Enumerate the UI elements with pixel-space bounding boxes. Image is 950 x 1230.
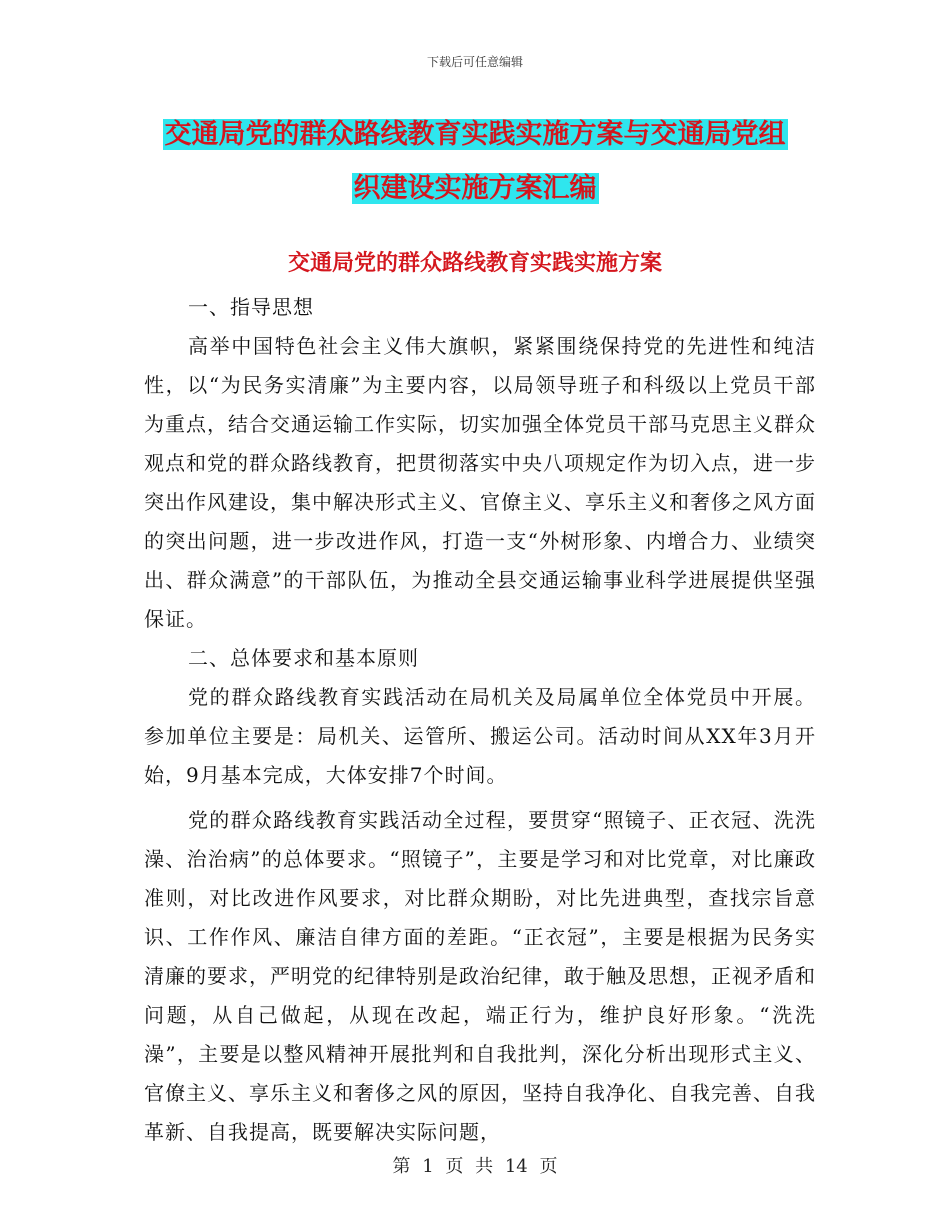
heading-general-requirements: 二、总体要求和基本原则 — [188, 646, 419, 670]
document-body — [144, 288, 816, 1152]
page-number-footer: 第 1 页 共 14 页 — [392, 1156, 558, 1177]
page-header-note: 下载后可任意编辑 — [426, 55, 523, 69]
paragraph-guiding-ideology: 高举中国特色社会主义伟大旗帜，紧紧围绕保持党的先进性和纯洁性，以“为民务实清廉”为主要内容，以局领导班子和科级以上党员干部为重点，结合交通运输工作实际，切实加强全体党员干部马克思主义群众观点和党的群众路线教育，把贯彻落实中央八项规定作为切入点，进一步突出作风建设，集中解决形式主义、官僚主义、享乐主义和奢侈之风方面的突出问题，进一步改进作风，打造一支“外树形象、内增合力、业绩突出、群众满意”的干部队伍，为推动全县交通运输事业科学进展提供坚强保证。 — [144, 334, 816, 631]
document-title-line-2: 织建设实施方案汇编 — [353, 173, 597, 204]
paragraph-activity-scope: 党的群众路线教育实践活动在局机关及局属单位全体党员中开展。参加单位主要是：局机关、运管所、搬运公司。活动时间从XX年3月开始，9月基本完成，大体安排7个时间。 — [144, 685, 816, 787]
section-title: 交通局党的群众路线教育实践实施方案 — [287, 250, 662, 276]
heading-guiding-ideology: 一、指导思想 — [188, 295, 314, 319]
document-title-line-1: 交通局党的群众路线教育实践实施方案与交通局党组 — [164, 119, 786, 150]
document-title — [150, 108, 800, 216]
paragraph-general-requirements: 党的群众路线教育实践活动全过程，要贯穿“照镜子、正衣冠、洗洗澡、治治病”的总体要求。“照镜子”，主要是学习和对比党章，对比廉政准则，对比改进作风要求，对比群众期盼，对比先进典型，查找宗旨意识、工作作风、廉洁自律方面的差距。“正衣冠”，主要是根据为民务实清廉的要求，严明党的纪律特别是政治纪律，敢于触及思想，正视矛盾和问题，从自己做起，从现在改起，端正行为，维护良好形象。“洗洗澡”，主要是以整风精神开展批判和自我批判，深化分析出现形式主义、官僚主义、享乐主义和奢侈之风的原因，坚持自我净化、自我完善、自我革新、自我提高，既要解决实际问题， — [144, 808, 816, 1144]
